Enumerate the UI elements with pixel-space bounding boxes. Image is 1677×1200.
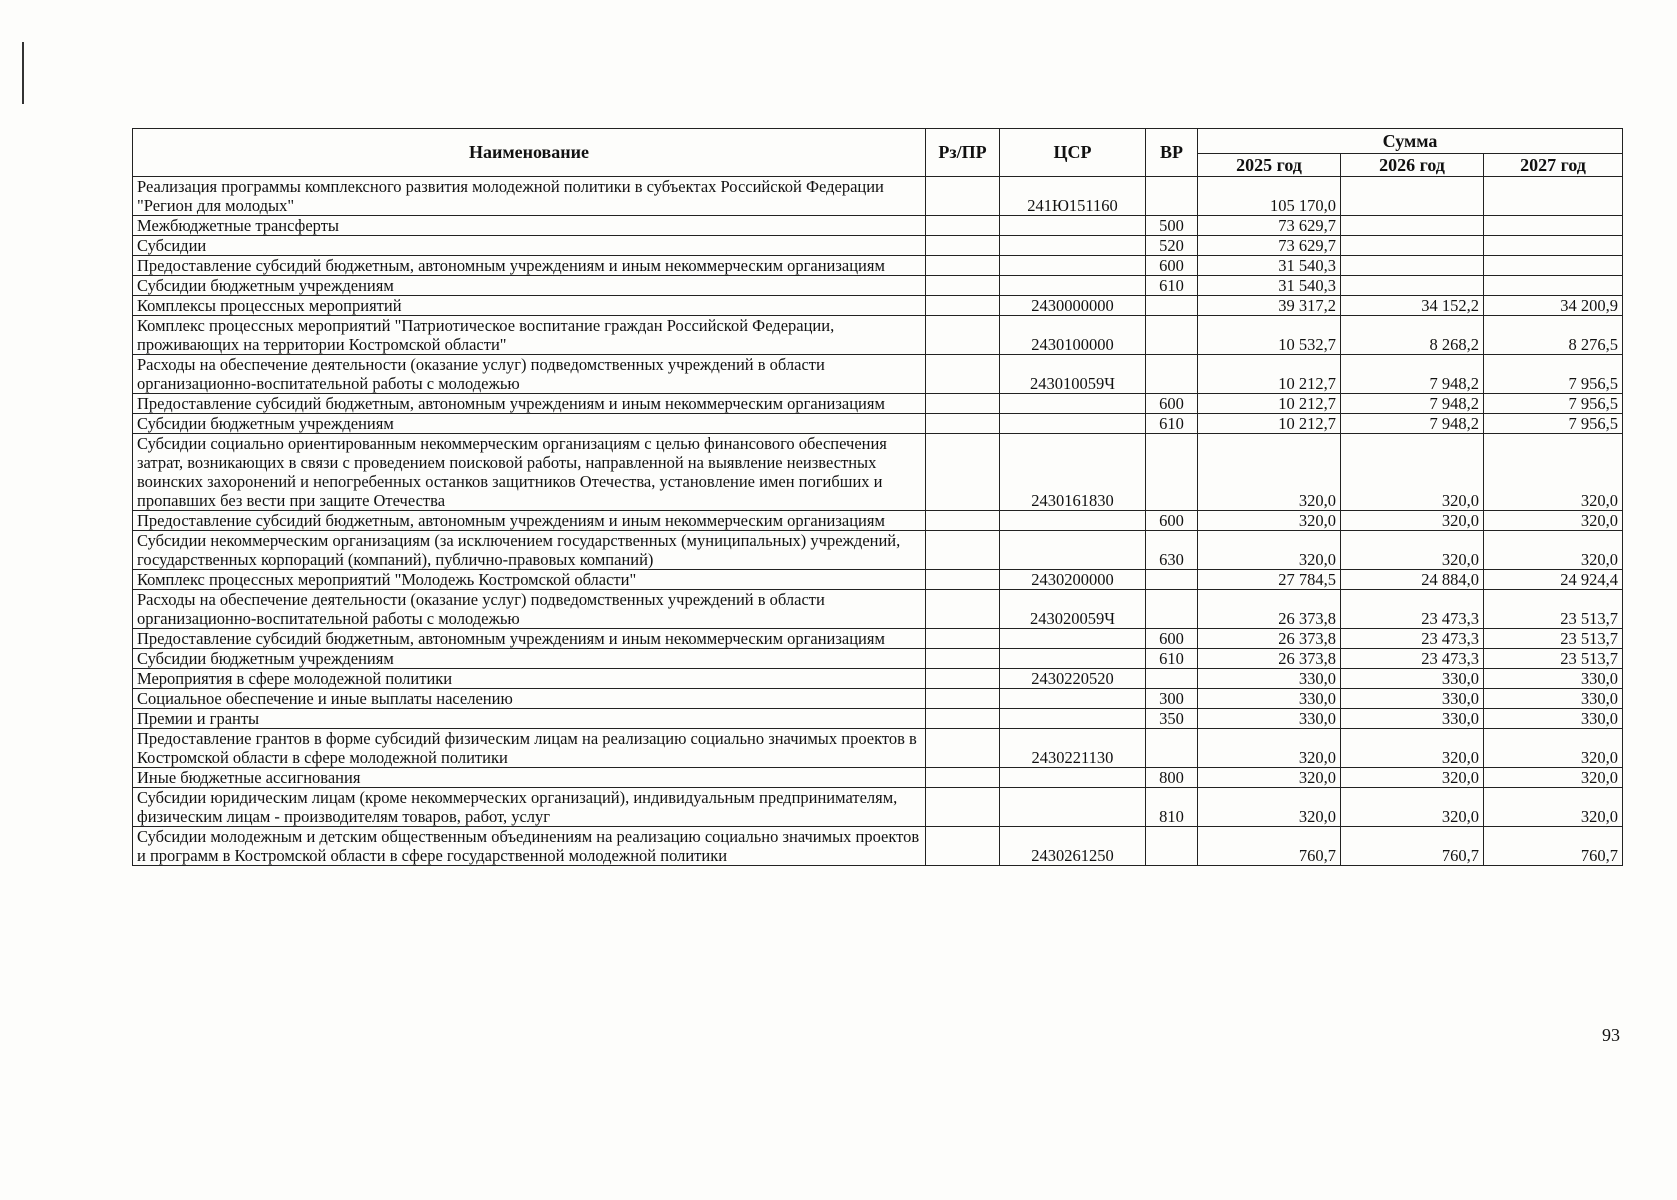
cell-2027: 320,0 bbox=[1484, 531, 1623, 570]
header-vr: ВР bbox=[1146, 129, 1198, 177]
cell-csr bbox=[1000, 629, 1146, 649]
table-row bbox=[133, 216, 1623, 236]
cell-name: Комплекс процессных мероприятий "Молодежь Костромской области" bbox=[133, 570, 926, 590]
cell-2026: 320,0 bbox=[1341, 788, 1484, 827]
cell-2026: 320,0 bbox=[1341, 531, 1484, 570]
cell-name: Субсидии bbox=[133, 236, 926, 256]
cell-name: Предоставление грантов в форме субсидий физическим лицам на реализацию социально значимых проектов в Костромской области в сфере молодежной политики bbox=[133, 729, 926, 768]
cell-rz-pr bbox=[926, 177, 1000, 216]
cell-name: Субсидии социально ориентированным некоммерческим организациям с целью финансового обеспечения затрат, возникающих в связи с проведением поисковой работы, направленной на выявление неизвестных воинских захоронений и непогребенных останков защитников Отечества, установление имен погибших и пропавших без вести при защите Отечества bbox=[133, 434, 926, 511]
cell-csr: 2430161830 bbox=[1000, 434, 1146, 511]
cell-csr: 2430221130 bbox=[1000, 729, 1146, 768]
cell-name: Социальное обеспечение и иные выплаты населению bbox=[133, 689, 926, 709]
cell-name: Расходы на обеспечение деятельности (оказание услуг) подведомственных учреждений в области организационно-воспитательной работы с молодежью bbox=[133, 355, 926, 394]
table-row bbox=[133, 709, 1623, 729]
cell-csr bbox=[1000, 414, 1146, 434]
cell-name: Предоставление субсидий бюджетным, автономным учреждениям и иным некоммерческим организациям bbox=[133, 511, 926, 531]
page-number: 93 bbox=[1602, 1025, 1620, 1045]
cell-2027: 330,0 bbox=[1484, 709, 1623, 729]
cell-2025: 320,0 bbox=[1198, 788, 1341, 827]
cell-vr: 800 bbox=[1146, 768, 1198, 788]
cell-2026 bbox=[1341, 216, 1484, 236]
cell-2027: 7 956,5 bbox=[1484, 414, 1623, 434]
cell-2026: 760,7 bbox=[1341, 827, 1484, 866]
cell-vr bbox=[1146, 177, 1198, 216]
cell-2025: 73 629,7 bbox=[1198, 216, 1341, 236]
cell-name: Межбюджетные трансферты bbox=[133, 216, 926, 236]
cell-vr: 300 bbox=[1146, 689, 1198, 709]
cell-name: Субсидии некоммерческим организациям (за исключением государственных (муниципальных) учреждений, государственных корпораций (компаний), публично-правовых компаний) bbox=[133, 531, 926, 570]
cell-csr: 243010059Ч bbox=[1000, 355, 1146, 394]
table-row bbox=[133, 414, 1623, 434]
table-row bbox=[133, 788, 1623, 827]
header-rz-pr: Рз/ПР bbox=[926, 129, 1000, 177]
budget-table bbox=[132, 128, 1623, 866]
cell-name: Субсидии бюджетным учреждениям bbox=[133, 649, 926, 669]
cell-rz-pr bbox=[926, 434, 1000, 511]
cell-vr bbox=[1146, 729, 1198, 768]
cell-2025: 73 629,7 bbox=[1198, 236, 1341, 256]
cell-vr: 520 bbox=[1146, 236, 1198, 256]
cell-rz-pr bbox=[926, 414, 1000, 434]
header-sum: Сумма bbox=[1198, 129, 1623, 154]
cell-2027 bbox=[1484, 236, 1623, 256]
cell-csr: 241Ю151160 bbox=[1000, 177, 1146, 216]
cell-name: Предоставление субсидий бюджетным, автономным учреждениям и иным некоммерческим организациям bbox=[133, 256, 926, 276]
cell-2025: 26 373,8 bbox=[1198, 629, 1341, 649]
cell-vr: 610 bbox=[1146, 276, 1198, 296]
cell-rz-pr bbox=[926, 729, 1000, 768]
table-body bbox=[133, 177, 1623, 866]
cell-csr: 2430000000 bbox=[1000, 296, 1146, 316]
cell-csr: 2430100000 bbox=[1000, 316, 1146, 355]
cell-2027: 7 956,5 bbox=[1484, 394, 1623, 414]
cell-2027: 320,0 bbox=[1484, 788, 1623, 827]
cell-2027 bbox=[1484, 216, 1623, 236]
cell-2025: 10 212,7 bbox=[1198, 355, 1341, 394]
table-row bbox=[133, 669, 1623, 689]
cell-2025: 26 373,8 bbox=[1198, 649, 1341, 669]
cell-rz-pr bbox=[926, 768, 1000, 788]
cell-rz-pr bbox=[926, 256, 1000, 276]
cell-csr bbox=[1000, 768, 1146, 788]
cell-2026: 320,0 bbox=[1341, 434, 1484, 511]
cell-vr bbox=[1146, 590, 1198, 629]
cell-2027: 320,0 bbox=[1484, 511, 1623, 531]
table-row bbox=[133, 434, 1623, 511]
cell-2025: 320,0 bbox=[1198, 511, 1341, 531]
cell-rz-pr bbox=[926, 296, 1000, 316]
cell-csr bbox=[1000, 216, 1146, 236]
cell-2026: 320,0 bbox=[1341, 729, 1484, 768]
cell-vr: 810 bbox=[1146, 788, 1198, 827]
cell-2027: 320,0 bbox=[1484, 434, 1623, 511]
cell-2025: 320,0 bbox=[1198, 729, 1341, 768]
cell-rz-pr bbox=[926, 590, 1000, 629]
cell-2025: 26 373,8 bbox=[1198, 590, 1341, 629]
cell-2025: 10 212,7 bbox=[1198, 414, 1341, 434]
table-row bbox=[133, 355, 1623, 394]
table-row bbox=[133, 729, 1623, 768]
cell-rz-pr bbox=[926, 669, 1000, 689]
cell-csr bbox=[1000, 709, 1146, 729]
cell-2026: 23 473,3 bbox=[1341, 629, 1484, 649]
cell-2026: 7 948,2 bbox=[1341, 355, 1484, 394]
cell-rz-pr bbox=[926, 689, 1000, 709]
cell-2026: 23 473,3 bbox=[1341, 590, 1484, 629]
table-row bbox=[133, 689, 1623, 709]
cell-2026 bbox=[1341, 177, 1484, 216]
cell-2027: 330,0 bbox=[1484, 689, 1623, 709]
cell-2026: 330,0 bbox=[1341, 669, 1484, 689]
cell-2026: 34 152,2 bbox=[1341, 296, 1484, 316]
cell-2027: 34 200,9 bbox=[1484, 296, 1623, 316]
cell-vr bbox=[1146, 570, 1198, 590]
cell-2026: 24 884,0 bbox=[1341, 570, 1484, 590]
cell-csr bbox=[1000, 511, 1146, 531]
table-row bbox=[133, 511, 1623, 531]
cell-rz-pr bbox=[926, 236, 1000, 256]
cell-name: Расходы на обеспечение деятельности (оказание услуг) подведомственных учреждений в области организационно-воспитательной работы с молодежью bbox=[133, 590, 926, 629]
cell-rz-pr bbox=[926, 355, 1000, 394]
cell-vr: 600 bbox=[1146, 394, 1198, 414]
cell-rz-pr bbox=[926, 649, 1000, 669]
cell-2027 bbox=[1484, 256, 1623, 276]
cell-name: Субсидии юридическим лицам (кроме некоммерческих организаций), индивидуальным предпринимателям, физическим лицам - производителям товаров, работ, услуг bbox=[133, 788, 926, 827]
cell-rz-pr bbox=[926, 788, 1000, 827]
cell-csr: 243020059Ч bbox=[1000, 590, 1146, 629]
scan-margin-mark bbox=[22, 42, 24, 104]
cell-vr bbox=[1146, 669, 1198, 689]
cell-2025: 10 532,7 bbox=[1198, 316, 1341, 355]
cell-name: Иные бюджетные ассигнования bbox=[133, 768, 926, 788]
cell-2025: 320,0 bbox=[1198, 531, 1341, 570]
cell-name: Комплекс процессных мероприятий "Патриотическое воспитание граждан Российской Федерации, проживающих на территории Костромской области" bbox=[133, 316, 926, 355]
cell-vr bbox=[1146, 355, 1198, 394]
cell-rz-pr bbox=[926, 827, 1000, 866]
cell-2026: 330,0 bbox=[1341, 689, 1484, 709]
cell-vr: 600 bbox=[1146, 629, 1198, 649]
cell-vr: 610 bbox=[1146, 649, 1198, 669]
cell-2027: 7 956,5 bbox=[1484, 355, 1623, 394]
cell-name: Субсидии молодежным и детским общественным объединениям на реализацию социально значимых проектов и программ в Костромской области в сфере государственной молодежной политики bbox=[133, 827, 926, 866]
cell-name: Мероприятия в сфере молодежной политики bbox=[133, 669, 926, 689]
cell-2026: 7 948,2 bbox=[1341, 414, 1484, 434]
cell-vr: 500 bbox=[1146, 216, 1198, 236]
cell-name: Субсидии бюджетным учреждениям bbox=[133, 414, 926, 434]
cell-2025: 31 540,3 bbox=[1198, 256, 1341, 276]
cell-vr bbox=[1146, 296, 1198, 316]
header-year-2025: 2025 год bbox=[1198, 154, 1341, 177]
cell-name: Предоставление субсидий бюджетным, автономным учреждениям и иным некоммерческим организациям bbox=[133, 394, 926, 414]
cell-2026 bbox=[1341, 236, 1484, 256]
cell-2026: 7 948,2 bbox=[1341, 394, 1484, 414]
cell-2027: 320,0 bbox=[1484, 768, 1623, 788]
cell-2027: 330,0 bbox=[1484, 669, 1623, 689]
cell-2026: 320,0 bbox=[1341, 511, 1484, 531]
table-row bbox=[133, 590, 1623, 629]
table-row bbox=[133, 570, 1623, 590]
cell-2025: 330,0 bbox=[1198, 709, 1341, 729]
cell-2027: 24 924,4 bbox=[1484, 570, 1623, 590]
table-row bbox=[133, 394, 1623, 414]
cell-2027: 320,0 bbox=[1484, 729, 1623, 768]
cell-2027: 23 513,7 bbox=[1484, 629, 1623, 649]
cell-name: Субсидии бюджетным учреждениям bbox=[133, 276, 926, 296]
table-row bbox=[133, 236, 1623, 256]
cell-rz-pr bbox=[926, 216, 1000, 236]
cell-csr: 2430220520 bbox=[1000, 669, 1146, 689]
cell-rz-pr bbox=[926, 316, 1000, 355]
cell-2026: 320,0 bbox=[1341, 768, 1484, 788]
cell-2025: 320,0 bbox=[1198, 434, 1341, 511]
cell-rz-pr bbox=[926, 511, 1000, 531]
cell-2027 bbox=[1484, 177, 1623, 216]
table-row bbox=[133, 276, 1623, 296]
cell-vr: 350 bbox=[1146, 709, 1198, 729]
table-row bbox=[133, 768, 1623, 788]
header-year-2026: 2026 год bbox=[1341, 154, 1484, 177]
cell-2025: 39 317,2 bbox=[1198, 296, 1341, 316]
table-row bbox=[133, 256, 1623, 276]
cell-2025: 320,0 bbox=[1198, 768, 1341, 788]
cell-2027: 760,7 bbox=[1484, 827, 1623, 866]
cell-csr bbox=[1000, 394, 1146, 414]
cell-name: Предоставление субсидий бюджетным, автономным учреждениям и иным некоммерческим организациям bbox=[133, 629, 926, 649]
cell-2025: 10 212,7 bbox=[1198, 394, 1341, 414]
cell-2025: 105 170,0 bbox=[1198, 177, 1341, 216]
cell-rz-pr bbox=[926, 394, 1000, 414]
cell-csr bbox=[1000, 256, 1146, 276]
table-row bbox=[133, 629, 1623, 649]
cell-csr bbox=[1000, 276, 1146, 296]
table-header bbox=[133, 129, 1623, 177]
header-year-2027: 2027 год bbox=[1484, 154, 1623, 177]
cell-2025: 27 784,5 bbox=[1198, 570, 1341, 590]
cell-vr bbox=[1146, 827, 1198, 866]
cell-name: Комплексы процессных мероприятий bbox=[133, 296, 926, 316]
cell-2027: 23 513,7 bbox=[1484, 590, 1623, 629]
cell-2027: 8 276,5 bbox=[1484, 316, 1623, 355]
cell-2025: 330,0 bbox=[1198, 669, 1341, 689]
cell-2027 bbox=[1484, 276, 1623, 296]
cell-csr bbox=[1000, 689, 1146, 709]
cell-rz-pr bbox=[926, 276, 1000, 296]
cell-vr: 610 bbox=[1146, 414, 1198, 434]
header-csr: ЦСР bbox=[1000, 129, 1146, 177]
cell-2026: 8 268,2 bbox=[1341, 316, 1484, 355]
cell-rz-pr bbox=[926, 709, 1000, 729]
cell-csr bbox=[1000, 788, 1146, 827]
cell-2025: 330,0 bbox=[1198, 689, 1341, 709]
cell-vr: 630 bbox=[1146, 531, 1198, 570]
cell-csr bbox=[1000, 236, 1146, 256]
cell-name: Премии и гранты bbox=[133, 709, 926, 729]
cell-csr: 2430200000 bbox=[1000, 570, 1146, 590]
cell-rz-pr bbox=[926, 629, 1000, 649]
cell-vr bbox=[1146, 434, 1198, 511]
cell-vr: 600 bbox=[1146, 256, 1198, 276]
cell-2026: 23 473,3 bbox=[1341, 649, 1484, 669]
table-row bbox=[133, 177, 1623, 216]
header-name: Наименование bbox=[133, 129, 926, 177]
cell-vr: 600 bbox=[1146, 511, 1198, 531]
table-row bbox=[133, 296, 1623, 316]
cell-rz-pr bbox=[926, 531, 1000, 570]
cell-rz-pr bbox=[926, 570, 1000, 590]
cell-2026: 330,0 bbox=[1341, 709, 1484, 729]
cell-name: Реализация программы комплексного развития молодежной политики в субъектах Российской Федерации "Регион для молодых" bbox=[133, 177, 926, 216]
cell-csr bbox=[1000, 649, 1146, 669]
cell-2025: 760,7 bbox=[1198, 827, 1341, 866]
cell-2025: 31 540,3 bbox=[1198, 276, 1341, 296]
cell-vr bbox=[1146, 316, 1198, 355]
cell-2026 bbox=[1341, 276, 1484, 296]
cell-csr bbox=[1000, 531, 1146, 570]
table-row bbox=[133, 316, 1623, 355]
cell-2026 bbox=[1341, 256, 1484, 276]
table-row bbox=[133, 649, 1623, 669]
table-row bbox=[133, 531, 1623, 570]
table-row bbox=[133, 827, 1623, 866]
cell-csr: 2430261250 bbox=[1000, 827, 1146, 866]
cell-2027: 23 513,7 bbox=[1484, 649, 1623, 669]
